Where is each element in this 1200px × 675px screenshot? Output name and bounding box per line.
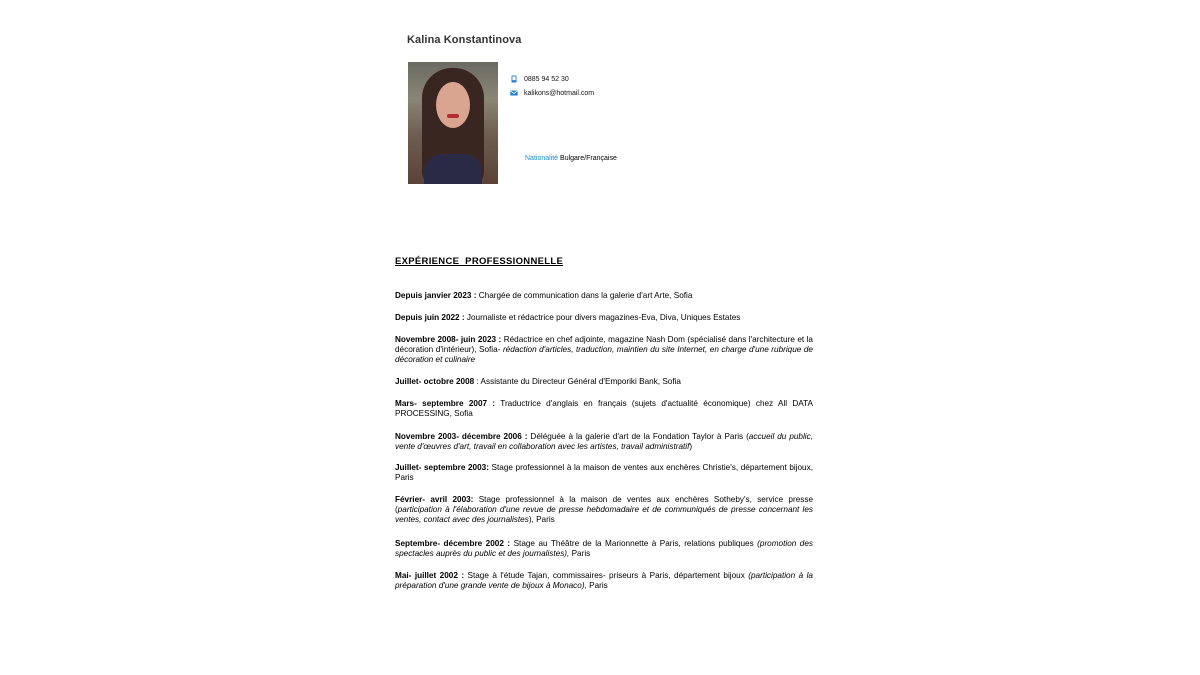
entry-date: Février- avril 2003: (395, 495, 474, 504)
entry-date: Mai- juillet 2002 : (395, 571, 465, 580)
entry-italic: accueil du public, vente d'œuvres d'art, travail en collaboration avec les artistes, travail administratif (395, 432, 813, 451)
entry-date: Juillet- octobre 2008 (395, 377, 475, 386)
photo-face (436, 82, 470, 128)
entry-date: Novembre 2008- juin 2023 : (395, 335, 502, 344)
experience-entry (395, 571, 813, 591)
cv-name: Kalina Konstantinova (407, 34, 522, 46)
photo-lips (447, 114, 459, 118)
experience-entry (395, 291, 813, 301)
entry-date: Septembre- décembre 2002 : (395, 539, 511, 548)
entry-text: Journaliste et rédactrice pour divers magazines-Eva, Diva, Uniques Estates (464, 313, 741, 322)
entry-text: : Assistante du Directeur Général d'Emporiki Bank, Sofia (474, 377, 681, 386)
experience-entry (395, 399, 813, 419)
experience-entry (395, 313, 813, 323)
entry-italic: (participation à la préparation d'une grande vente de bijoux à Monaco), (395, 571, 813, 590)
entry-text: Stage à l'étude Tajan, commissaires- priseurs à Paris, département bijoux (464, 571, 749, 580)
phone-icon (510, 75, 518, 83)
entry-tail: Paris (569, 549, 591, 558)
entry-text: Stage professionnel à la maison de ventes aux enchères Christie's, département bijoux, Paris (395, 463, 813, 482)
experience-entry (395, 463, 813, 483)
entry-date: Depuis juin 2022 : (395, 313, 465, 322)
entry-italic: participation à l'élaboration d'une revue de presse hebdomadaire et de communiqués de presse concernant les ventes, contact avec des journalistes (395, 505, 813, 524)
nationality (525, 155, 617, 162)
entry-text: Chargée de communication dans la galerie d'art Arte, Sofia (476, 291, 693, 300)
entry-tail: ) (689, 442, 693, 451)
email-row (510, 89, 594, 97)
experience-entry (395, 432, 813, 452)
entry-italic: rédaction d'articles, traduction, maintien du site Internet, en charge d'une rubrique de décoration et culinaire (395, 345, 813, 364)
phone-number: 0885 94 52 30 (524, 75, 569, 83)
entry-text: Stage au Théâtre de la Marionnette à Paris, relations publiques (510, 539, 758, 548)
entry-date: Depuis janvier 2023 : (395, 291, 477, 300)
entry-text: Traductrice d'anglais en français (sujets d'actualité économique) chez All DATA PROCESSING, Sofia (395, 399, 814, 418)
nationality-label: Nationalité (525, 155, 559, 162)
entry-date: Juillet- septembre 2003: (395, 463, 489, 472)
entry-italic: (promotion des spectacles auprès du public et des journalistes), (395, 539, 813, 558)
entry-text: Déléguée à la galerie d'art de la Fondation Taylor à Paris ( (527, 432, 749, 441)
entry-text: Stage professionnel à la maison de ventes aux enchères Sotheby's, service presse ( (395, 495, 813, 514)
profile-photo (408, 62, 498, 184)
email-icon (510, 89, 518, 97)
experience-entry (395, 335, 813, 365)
entry-text: Rédactrice en chef adjointe, magazine Nash Dom (spécialisé dans l'architecture et la décoration d'intérieur), Sofia- (395, 335, 813, 354)
entry-tail: Paris (586, 581, 608, 590)
phone-row (510, 75, 569, 83)
experience-entry (395, 377, 813, 387)
experience-entry (395, 539, 813, 559)
nationality-value: Bulgare/Française (560, 155, 617, 162)
entry-date: Mars- septembre 2007 : (395, 399, 496, 408)
photo-shirt (424, 154, 482, 184)
section-title-experience: EXPÉRIENCE PROFESSIONNELLE (395, 256, 564, 267)
entry-tail: ), Paris (528, 515, 555, 524)
entry-date: Novembre 2003- décembre 2006 : (395, 432, 528, 441)
email-address[interactable]: kalikons@hotmail.com (524, 89, 595, 97)
experience-entry (395, 495, 813, 525)
